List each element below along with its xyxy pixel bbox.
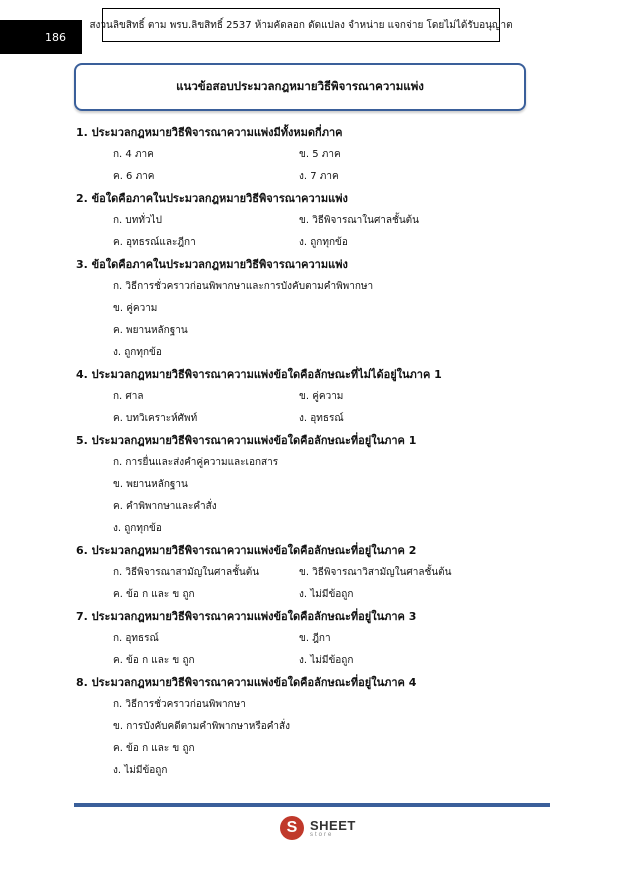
option: ค. อุทธรณ์และฎีกา	[113, 237, 196, 248]
option: ค. บทวิเคราะห์ศัพท์	[113, 413, 198, 424]
option: ง. ไม่มีข้อถูก	[299, 655, 354, 666]
option: ง. ถูกทุกข้อ	[299, 237, 348, 248]
option: ข. 5 ภาค	[299, 149, 341, 160]
question-2: 2. ข้อใดคือภาคในประมวลกฎหมายวิธีพิจารณาความแพ่ง	[76, 192, 348, 205]
options-2	[76, 210, 556, 254]
option: ก. การยื่นและส่งคำคู่ความและเอกสาร	[113, 457, 279, 468]
question-1: 1. ประมวลกฎหมายวิธีพิจารณาความแพ่งมีทั้งหมดกี่ภาค	[76, 126, 343, 139]
option: ก. อุทธรณ์	[113, 633, 159, 644]
option: ง. ไม่มีข้อถูก	[299, 589, 354, 600]
logo-main-text: SHEET	[310, 817, 356, 833]
logo-icon: S	[280, 816, 304, 840]
option: ข. พยานหลักฐาน	[113, 479, 188, 490]
question-4: 4. ประมวลกฎหมายวิธีพิจารณาความแพ่งข้อใดคือลักษณะที่ไม่ได้อยู่ในภาค 1	[76, 368, 442, 381]
options-6	[76, 562, 556, 606]
option: ข. ฎีกา	[299, 633, 331, 644]
options-4	[76, 386, 556, 430]
option: ก. วิธีการชั่วคราวก่อนพิพากษาและการบังคับตามคำพิพากษา	[113, 281, 374, 292]
option: ค. คำพิพากษาและคำสั่ง	[113, 501, 217, 512]
options-5	[76, 452, 556, 540]
option: ข. วิธีพิจารณาในศาลชั้นต้น	[299, 215, 420, 226]
option: ข. คู่ความ	[113, 303, 158, 314]
option: ก. วิธีพิจารณาสามัญในศาลชั้นต้น	[113, 567, 260, 578]
option: ค. ข้อ ก และ ข ถูก	[113, 655, 195, 666]
page-number: 186	[0, 20, 82, 54]
question-5: 5. ประมวลกฎหมายวิธีพิจารณาความแพ่งข้อใดคือลักษณะที่อยู่ในภาค 1	[76, 434, 417, 447]
option: ค. ข้อ ก และ ข ถูก	[113, 589, 195, 600]
options-1	[76, 144, 556, 188]
logo-text	[310, 819, 356, 838]
option: ก. 4 ภาค	[113, 149, 154, 160]
option: ข. วิธีพิจารณาวิสามัญในศาลชั้นต้น	[299, 567, 452, 578]
options-7	[76, 628, 556, 672]
sheet-store-logo	[280, 815, 356, 841]
option: ก. บททั่วไป	[113, 215, 162, 226]
option: ง. ไม่มีข้อถูก	[113, 765, 168, 776]
option: ค. พยานหลักฐาน	[113, 325, 188, 336]
option: ง. 7 ภาค	[299, 171, 339, 182]
question-7: 7. ประมวลกฎหมายวิธีพิจารณาความแพ่งข้อใดคือลักษณะที่อยู่ในภาค 3	[76, 610, 417, 623]
option: ข. การบังคับคดีตามคำพิพากษาหรือคำสั่ง	[113, 721, 291, 732]
options-3	[76, 276, 556, 364]
page-title: แนวข้อสอบประมวลกฎหมายวิธีพิจารณาความแพ่ง	[74, 63, 526, 111]
question-list	[76, 122, 556, 782]
question-3: 3. ข้อใดคือภาคในประมวลกฎหมายวิธีพิจารณาความแพ่ง	[76, 258, 348, 271]
option: ง. อุทธรณ์	[299, 413, 344, 424]
copyright-notice: สงวนลิขสิทธิ์ ตาม พรบ.ลิขสิทธิ์ 2537 ห้ามคัดลอก ดัดแปลง จำหน่าย แจกจ่าย โดยไม่ได้รับอนุญาต	[102, 8, 500, 42]
option: ค. 6 ภาค	[113, 171, 155, 182]
option: ก. วิธีการชั่วคราวก่อนพิพากษา	[113, 699, 246, 710]
logo-sub-text: store	[310, 831, 334, 838]
options-8	[76, 694, 556, 782]
option: ข. คู่ความ	[299, 391, 344, 402]
option: ค. ข้อ ก และ ข ถูก	[113, 743, 195, 754]
option: ง. ถูกทุกข้อ	[113, 347, 162, 358]
question-8: 8. ประมวลกฎหมายวิธีพิจารณาความแพ่งข้อใดคือลักษณะที่อยู่ในภาค 4	[76, 676, 417, 689]
question-6: 6. ประมวลกฎหมายวิธีพิจารณาความแพ่งข้อใดคือลักษณะที่อยู่ในภาค 2	[76, 544, 417, 557]
footer-divider	[74, 803, 550, 807]
option: ง. ถูกทุกข้อ	[113, 523, 162, 534]
option: ก. ศาล	[113, 391, 144, 402]
